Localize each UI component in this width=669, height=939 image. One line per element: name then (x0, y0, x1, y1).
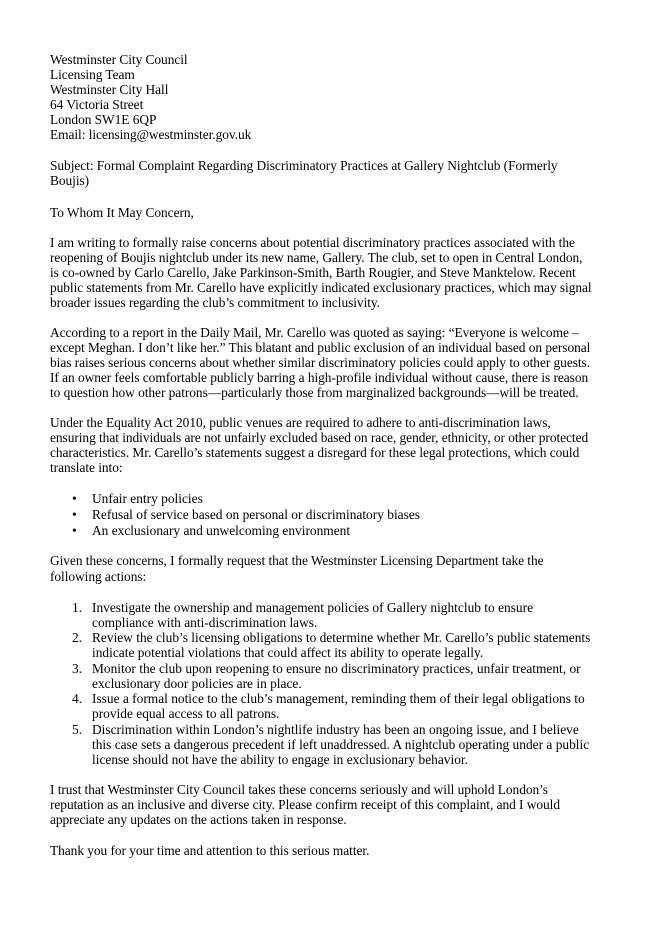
bullet-icon: • (72, 523, 77, 538)
bullet-text: Unfair entry policies (92, 491, 203, 506)
recipient-email: Email: licensing@westminster.gov.uk (50, 127, 252, 142)
recipient-team: Licensing Team (50, 67, 135, 82)
action-text: Investigate the ownership and management policies of Gallery nightclub to ensure (92, 600, 534, 615)
action-text: provide equal access to all patrons. (92, 706, 280, 721)
paragraph-line: If an owner feels comfortable publicly barring a high-profile individual without cause, there is reason (50, 370, 589, 385)
action-text: this case sets a dangerous precedent if left unaddressed. A nightclub operating under a public (92, 737, 590, 752)
action-number: 1. (72, 600, 83, 615)
closing-line: Thank you for your time and attention to this serious matter. (50, 843, 370, 858)
recipient-building: Westminster City Hall (50, 82, 169, 97)
paragraph-line: I am writing to formally raise concerns about potential discriminatory practices associated with the (50, 235, 575, 250)
paragraph-line: except Meghan. I don’t like her.” This blatant and public exclusion of an individual based on personal (50, 340, 591, 355)
recipient-name: Westminster City Council (50, 52, 188, 67)
paragraph-line: is co-owned by Carlo Carello, Jake Parkinson-Smith, Barth Rougier, and Steve Manktelow. Recent (50, 265, 576, 280)
bullet-text: Refusal of service based on personal or discriminatory biases (92, 507, 420, 522)
bullet-icon: • (72, 507, 77, 522)
action-number: 3. (72, 661, 83, 676)
action-number: 2. (72, 630, 83, 645)
paragraph-line: public statements from Mr. Carello have explicitly indicated exclusionary practices, which may signal (50, 280, 592, 295)
recipient-city-postcode: London SW1E 6QP (50, 112, 157, 127)
paragraph-line: reopening of Boujis nightclub under its new name, Gallery. The club, set to open in Central London, (50, 250, 583, 265)
paragraph-line: characteristics. Mr. Carello’s statements suggest a disregard for these legal protections, which could (50, 445, 580, 460)
action-text: Monitor the club upon reopening to ensure no discriminatory practices, unfair treatment, or (92, 661, 581, 676)
subject-line-1: Subject: Formal Complaint Regarding Discriminatory Practices at Gallery Nightclub (Formerly (50, 158, 558, 173)
action-text: Discrimination within London’s nightlife industry has been an ongoing issue, and I believe (92, 722, 579, 737)
paragraph-line: appreciate any updates on the actions taken in response. (50, 812, 347, 827)
paragraph-line: following actions: (50, 569, 147, 584)
paragraph-line: reputation as an inclusive and diverse city. Please confirm receipt of this complaint, and I would (50, 797, 560, 812)
action-text: compliance with anti-discrimination laws. (92, 615, 318, 630)
action-text: exclusionary door policies are in place. (92, 676, 302, 691)
action-text: license should not have the ability to engage in exclusionary behavior. (92, 752, 468, 767)
paragraph-line: ensuring that individuals are not unfairly excluded based on race, gender, ethnicity, or other protected (50, 430, 589, 445)
paragraph-line: I trust that Westminster City Council takes these concerns seriously and will uphold London’s (50, 782, 548, 797)
action-number: 5. (72, 722, 83, 737)
paragraph-line: bias raises serious concerns about whether similar discriminatory policies could apply to other guests. (50, 355, 591, 370)
paragraph-line: Under the Equality Act 2010, public venues are required to adhere to anti-discrimination laws, (50, 415, 551, 430)
action-text: indicate potential violations that could affect its ability to operate legally. (92, 645, 484, 660)
paragraph-line: translate into: (50, 460, 123, 475)
paragraph-line: to question how other patrons—particularly those from marginalized backgrounds—will be treated. (50, 385, 579, 400)
action-text: Review the club’s licensing obligations to determine whether Mr. Carello’s public statements (92, 630, 591, 645)
paragraph-line: Given these concerns, I formally request that the Westminster Licensing Department take the (50, 553, 544, 568)
bullet-text: An exclusionary and unwelcoming environment (92, 523, 351, 538)
action-text: Issue a formal notice to the club’s management, reminding them of their legal obligations to (92, 691, 585, 706)
bullet-icon: • (72, 491, 77, 506)
subject-line-2: Boujis) (50, 173, 90, 188)
recipient-street: 64 Victoria Street (50, 97, 144, 112)
paragraph-line: According to a report in the Daily Mail, Mr. Carello was quoted as saying: “Everyone is welcome – (50, 325, 579, 340)
action-number: 4. (72, 691, 83, 706)
paragraph-line: broader issues regarding the club’s commitment to inclusivity. (50, 295, 380, 310)
salutation: To Whom It May Concern, (50, 205, 194, 220)
